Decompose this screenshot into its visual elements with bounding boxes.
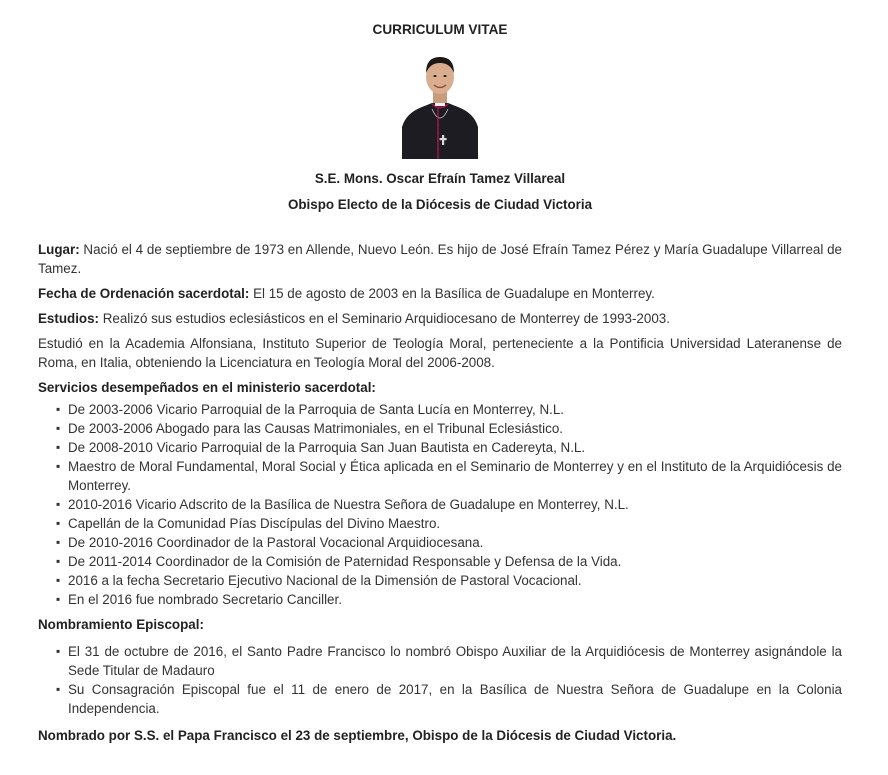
nombramiento-heading: Nombramiento Episcopal: [38, 617, 204, 632]
final-statement: Nombrado por S.S. el Papa Francisco el 23 de septiembre, Obispo de la Diócesis de Ciudad Victoria. [38, 728, 677, 743]
bullet-icon: ▪ [56, 682, 61, 696]
bullet-icon: ▪ [56, 421, 61, 435]
portrait-photo [402, 47, 478, 159]
bullet-icon: ▪ [56, 644, 61, 658]
list-item [56, 419, 842, 438]
list-item [56, 514, 842, 533]
estudios-paragraph-2: Estudió en la Academia Alfonsiana, Instituto Superior de Teología Moral, perteneciente a la Pontificia Universidad Lateranense de Roma, en Italia, obteniendo la Licenciatura en Teología Moral del 2006-2008. [38, 336, 842, 370]
nombramiento-list [38, 642, 842, 718]
bullet-icon: ▪ [56, 535, 61, 549]
document-title: CURRICULUM VITAE [372, 22, 508, 37]
bullet-icon: ▪ [56, 497, 61, 511]
list-item-text: De 2011-2014 Coordinador de la Comisión de Paternidad Responsable y Defensa de la Vida. [68, 554, 622, 569]
portrait-photo-icon [402, 47, 478, 159]
document-body [38, 0, 842, 745]
list-item-text: 2010-2016 Vicario Adscrito de la Basílica de Nuestra Señora de Guadalupe en Monterrey, N.L. [68, 497, 629, 512]
list-item-text: En el 2016 fue nombrado Secretario Canciller. [68, 592, 342, 607]
list-item [56, 438, 842, 457]
ordenacion-label: Fecha de Ordenación sacerdotal: [38, 286, 250, 301]
bullet-icon: ▪ [56, 554, 61, 568]
list-item [56, 533, 842, 552]
estudios-text: Realizó sus estudios eclesiásticos en el Seminario Arquidiocesano de Monterrey de 1993-2003. [99, 311, 670, 326]
list-item [56, 495, 842, 514]
estudios-label: Estudios: [38, 311, 100, 326]
bullet-icon: ▪ [56, 516, 61, 530]
bullet-icon: ▪ [56, 402, 61, 416]
ordenacion-text: El 15 de agosto de 2003 en la Basílica de Guadalupe en Monterrey. [249, 286, 655, 301]
servicios-heading: Servicios desempeñados en el ministerio sacerdotal: [38, 380, 376, 395]
bishop-role: Obispo Electo de la Diócesis de Ciudad Victoria [287, 197, 593, 212]
lugar-label: Lugar: [38, 242, 80, 257]
bullet-icon: ▪ [56, 573, 61, 587]
lugar-paragraph [38, 240, 842, 278]
list-item [56, 590, 842, 609]
list-item [56, 400, 842, 419]
bullet-icon: ▪ [56, 459, 61, 473]
list-item [56, 457, 842, 495]
list-item [56, 552, 842, 571]
list-item-text: 2016 a la fecha Secretario Ejecutivo Nacional de la Dimensión de Pastoral Vocacional. [68, 573, 582, 588]
bishop-name: S.E. Mons. Oscar Efraín Tamez Villareal [314, 171, 566, 186]
list-item-text: De 2010-2016 Coordinador de la Pastoral Vocacional Arquidiocesana. [68, 535, 484, 550]
bullet-icon: ▪ [56, 440, 61, 454]
lugar-text: Nació el 4 de septiembre de 1973 en Allende, Nuevo León. Es hijo de José Efraín Tamez Pérez y María Guadalupe Villarreal de Tamez. [38, 242, 842, 276]
list-item-text: De 2003-2006 Abogado para las Causas Matrimoniales, en el Tribunal Eclesiástico. [68, 421, 563, 436]
bullet-icon: ▪ [56, 592, 61, 606]
list-item [56, 571, 842, 590]
estudios-paragraph [38, 309, 842, 328]
list-item-text: De 2008-2010 Vicario Parroquial de la Parroquia San Juan Bautista en Cadereyta, N.L. [68, 440, 586, 455]
list-item [56, 680, 842, 718]
list-item-text: Maestro de Moral Fundamental, Moral Social y Ética aplicada en el Seminario de Monterrey y en el Instituto de la Arquidiócesis de Monterrey. [68, 459, 842, 493]
servicios-list [38, 400, 842, 609]
list-item-text: De 2003-2006 Vicario Parroquial de la Parroquia de Santa Lucía en Monterrey, N.L. [68, 402, 565, 417]
ordenacion-paragraph [38, 284, 842, 303]
list-item-text: Capellán de la Comunidad Pías Discípulas del Divino Maestro. [68, 516, 441, 531]
list-item-text: El 31 de octubre de 2016, el Santo Padre Francisco lo nombró Obispo Auxiliar de la Arquidiócesis de Monterrey asignándole la Sede Titular de Madauro [68, 644, 842, 678]
list-item-text: Su Consagración Episcopal fue el 11 de enero de 2017, en la Basílica de Nuestra Señora de Guadalupe en la Colonia Independencia. [68, 682, 842, 716]
list-item [56, 642, 842, 680]
